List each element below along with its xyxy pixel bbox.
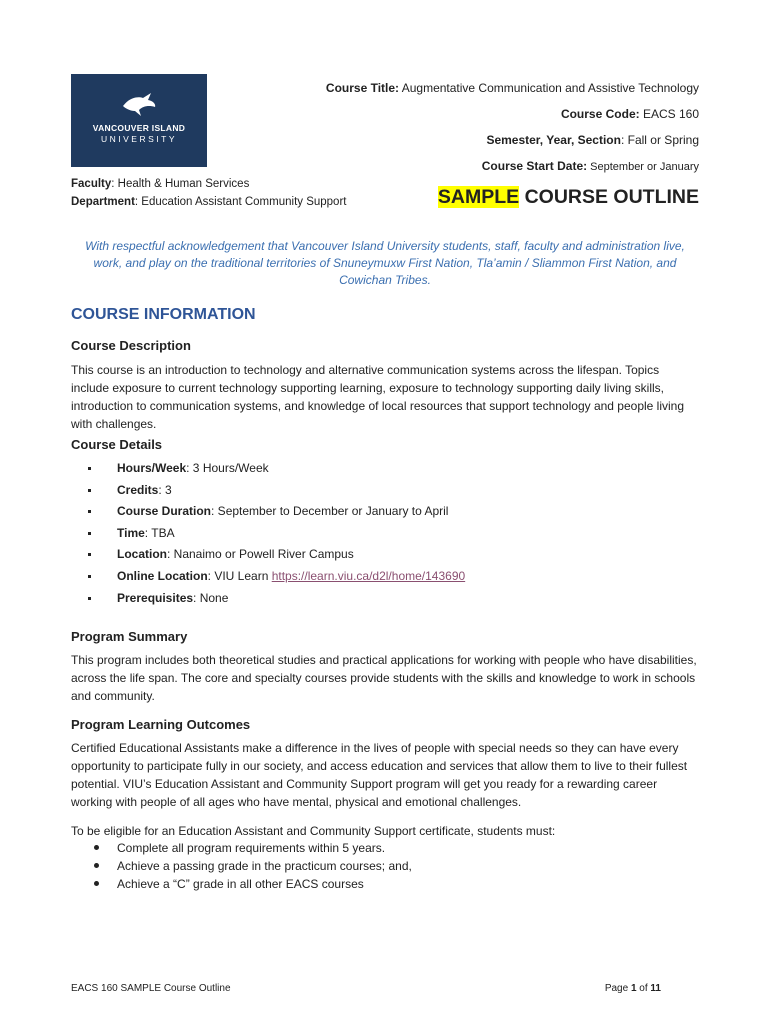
course-description-text: This course is an introduction to technology and alternative communication systems across the lifespan. Topics include exposure to current technology supporting learning, exposure to technology supporting daily living skills, introduction to communication systems, and knowledge of local resources that support technology and people living with challenges. (71, 363, 685, 431)
bird-icon (121, 92, 157, 118)
detail-value: : 3 (158, 482, 172, 497)
detail-item-duration (88, 501, 465, 523)
department-label: Department (71, 196, 135, 208)
detail-item-prerequisites (88, 588, 465, 610)
course-title-line (326, 81, 699, 95)
page-prefix: Page (604, 983, 631, 994)
detail-value: : VIU Learn (207, 568, 272, 583)
bullet-dot-icon (94, 881, 99, 886)
detail-label: Online Location (117, 568, 208, 583)
detail-item-location (88, 544, 465, 566)
detail-value: : Nanaimo or Powell River Campus (167, 547, 354, 562)
footer-page-number (605, 983, 661, 994)
requirements-list (91, 839, 412, 893)
semester-label: Semester, Year, Section (486, 133, 621, 147)
bullet-square-icon (88, 489, 91, 492)
requirement-item (91, 875, 412, 893)
program-summary-heading: Program Summary (71, 629, 188, 644)
sample-title-rest: COURSE OUTLINE (519, 186, 699, 208)
department-line (71, 196, 346, 208)
page-current: 1 (630, 983, 637, 994)
detail-value: : None (193, 590, 229, 605)
program-outcomes-heading: Program Learning Outcomes (71, 717, 251, 732)
eligibility-intro: To be eligible for an Education Assistant and Community Support certificate, students must: (71, 824, 556, 838)
sample-outline-title (438, 186, 699, 209)
detail-label: Course Duration (117, 504, 212, 519)
department-value: : Education Assistant Community Support (134, 196, 347, 208)
faculty-label: Faculty (71, 178, 112, 190)
semester-line (486, 133, 699, 147)
requirement-text: Complete all program requirements within 5 years. (117, 841, 386, 855)
start-date-label: Course Start Date: (481, 159, 588, 173)
course-details-heading: Course Details (71, 437, 163, 452)
bullet-square-icon (88, 532, 91, 535)
detail-label: Location (117, 547, 167, 562)
page-of: of (636, 983, 651, 994)
bullet-square-icon (88, 510, 91, 513)
course-description-heading: Course Description (71, 338, 191, 353)
course-information-heading: COURSE INFORMATION (71, 306, 256, 323)
bullet-square-icon (88, 467, 91, 470)
requirement-text: Achieve a “C” grade in all other EACS courses (117, 877, 364, 891)
detail-item-hours (88, 458, 465, 480)
logo-line-1: VANCOUVER ISLAND (92, 123, 186, 133)
program-summary-text: This program includes both theoretical studies and practical applications for working with people who have disabilities, across the life span. The core and specialty courses provide students with the skills and knowledge to work in schools and community. (71, 653, 697, 703)
course-code-line (561, 107, 699, 121)
detail-value: : September to December or January to April (211, 504, 449, 519)
requirement-text: Achieve a passing grade in the practicum courses; and, (117, 859, 412, 873)
bullet-dot-icon (94, 845, 99, 850)
faculty-value: : Health & Human Services (111, 178, 250, 190)
course-code-value: EACS 160 (639, 107, 699, 121)
requirement-item (91, 857, 412, 875)
detail-item-time (88, 523, 465, 545)
page-total: 11 (650, 983, 661, 994)
detail-label: Credits (117, 482, 159, 497)
bullet-square-icon (88, 553, 91, 556)
course-details-list (88, 458, 465, 609)
footer-document-title: EACS 160 SAMPLE Course Outline (71, 983, 231, 994)
detail-value: : 3 Hours/Week (186, 461, 269, 475)
bullet-dot-icon (94, 863, 99, 868)
logo-line-2: UNIVERSITY (100, 134, 177, 144)
university-logo (71, 74, 207, 167)
land-acknowledgement: With respectful acknowledgement that Vancouver Island University students, staff, faculty and administration live, work, and play on the traditional territories of Snuneymuxw First Nation, Tla’amin / Sliammon First Nation, and Cowichan Tribes. (85, 239, 685, 287)
requirement-item (91, 839, 412, 857)
detail-label: Time (117, 525, 145, 540)
viu-learn-link[interactable]: https://learn.viu.ca/d2l/home/143690 (271, 568, 466, 583)
bullet-square-icon (88, 597, 91, 600)
detail-label: Prerequisites (117, 590, 194, 605)
start-date-line (482, 159, 699, 173)
faculty-line (71, 178, 249, 190)
sample-highlight: SAMPLE (437, 186, 520, 208)
bullet-square-icon (88, 575, 91, 578)
semester-value: : Fall or Spring (620, 133, 699, 147)
detail-label: Hours/Week (117, 461, 187, 475)
detail-item-online-location (88, 566, 465, 588)
detail-value: : TBA (144, 525, 175, 540)
program-outcomes-text: Certified Educational Assistants make a difference in the lives of people with special needs so they can have every opportunity to participate fully in our society, and access education and services that allow them to live to their fullest potential. VIU’s Education Assistant and Community Support program will get you ready for a rewarding career working with people of all ages who have mental, physical and emotional challenges. (71, 741, 688, 809)
course-code-label: Course Code: (560, 107, 640, 121)
detail-item-credits (88, 480, 465, 502)
course-title-label: Course Title: (325, 81, 400, 95)
course-title-value: Augmentative Communication and Assistive Technology (399, 81, 699, 95)
start-date-value: September or January (587, 161, 699, 173)
